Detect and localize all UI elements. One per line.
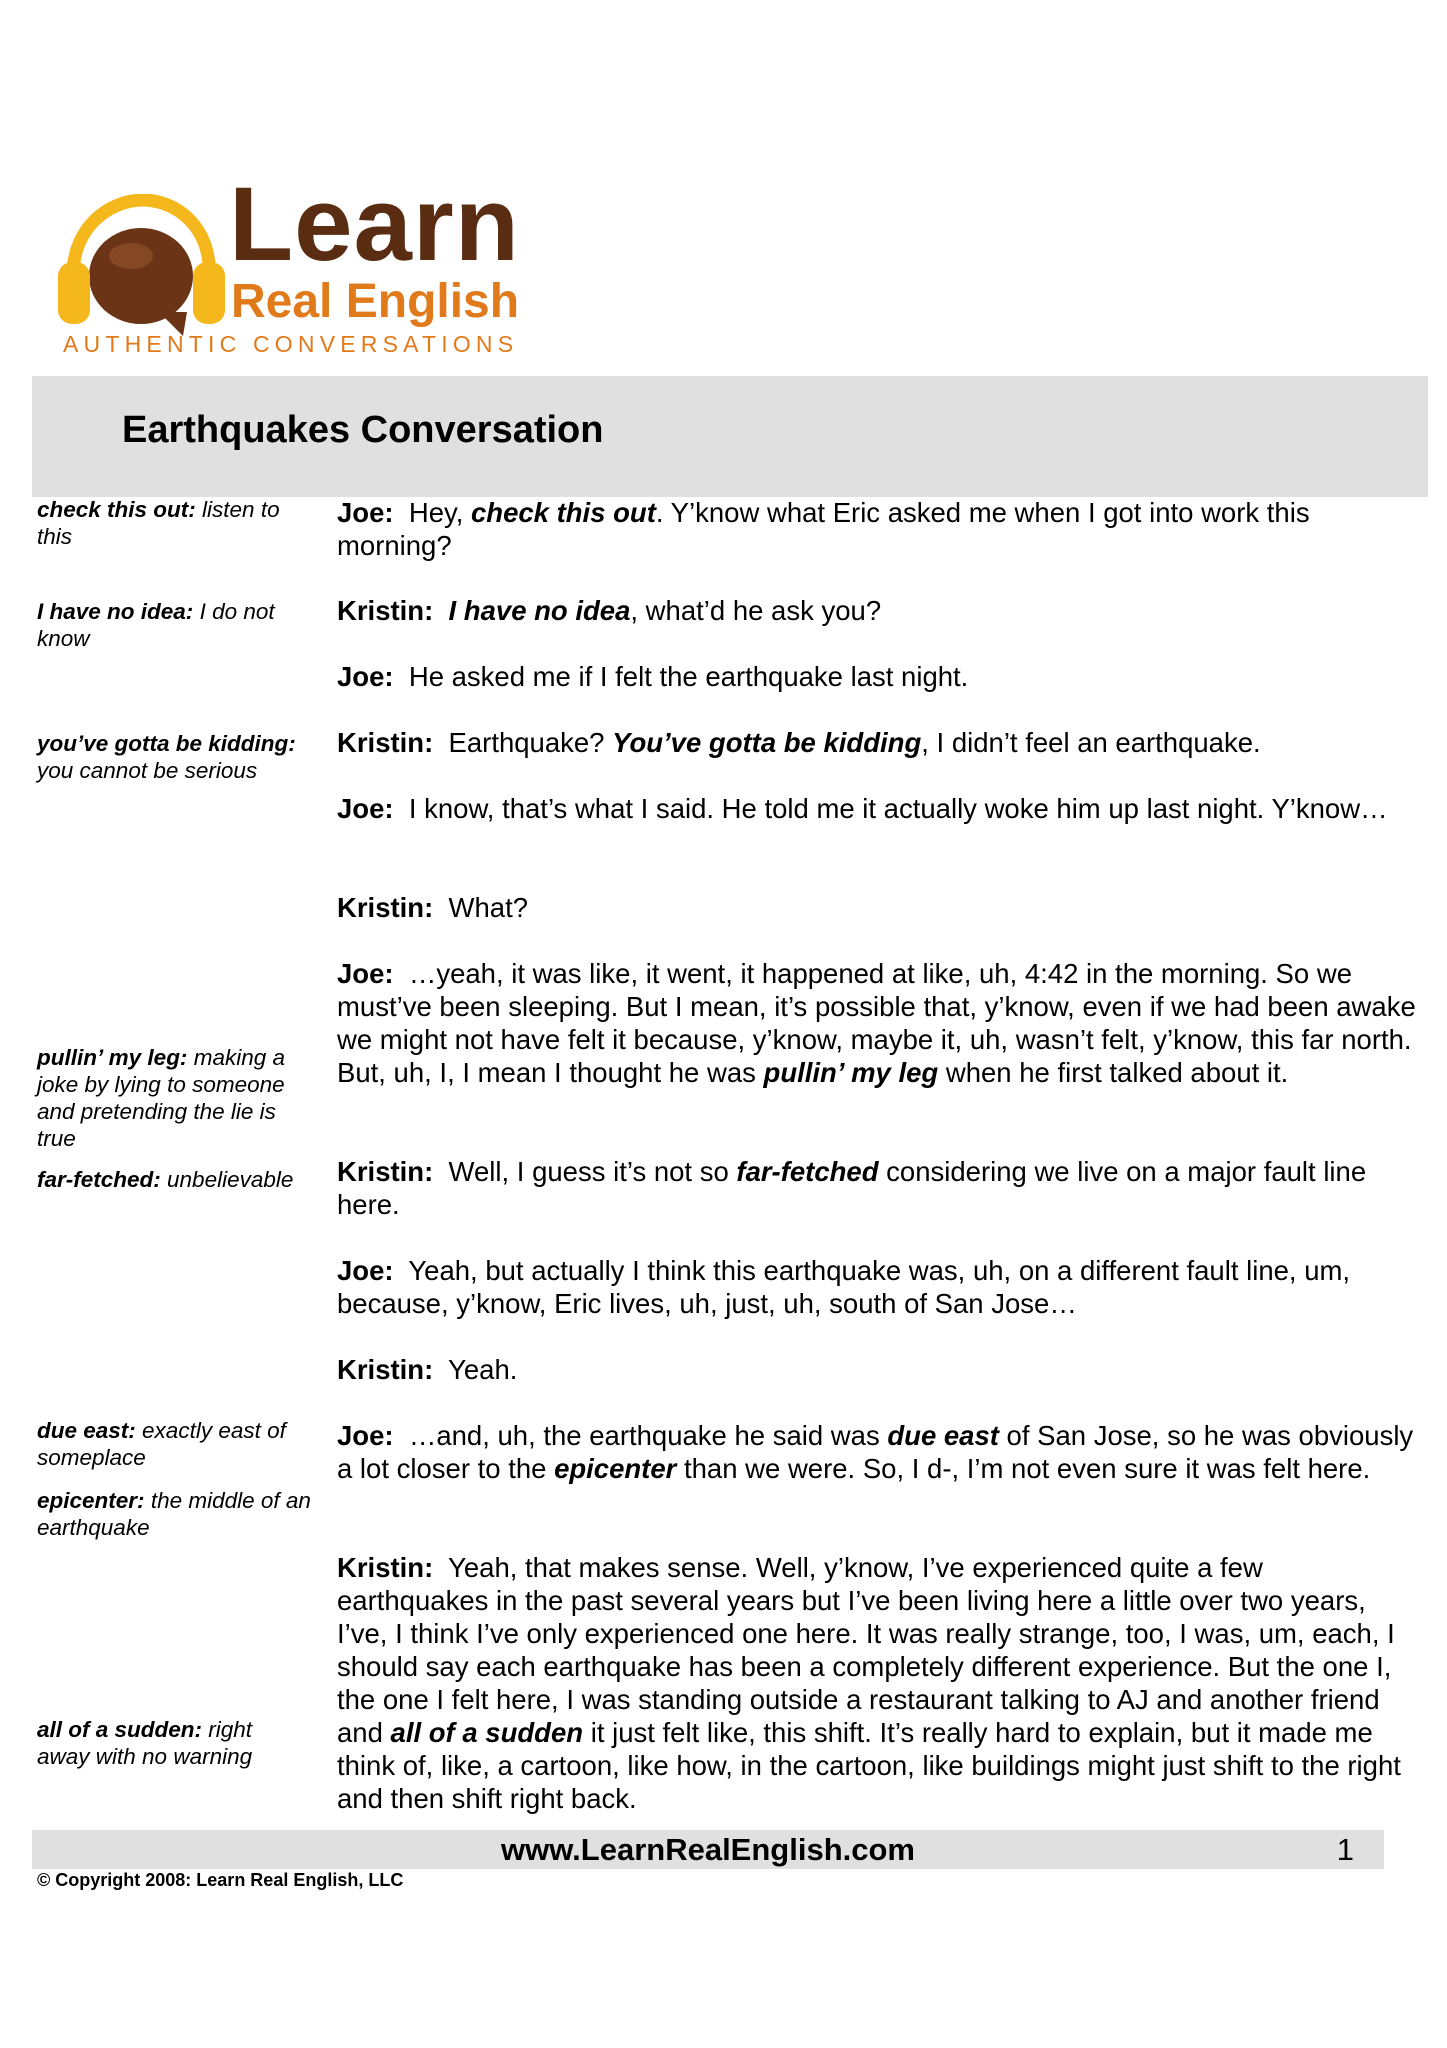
dialogue-line (337, 1254, 1417, 1320)
line-text: , I didn’t feel an earthquake. (921, 727, 1261, 758)
line-text: …and, uh, the earthquake he said was (408, 1420, 888, 1451)
line-text: . Y’know what Eric asked me when I got into work this morning? (337, 497, 1310, 561)
line-text: Yeah, but actually I think this earthquake was, uh, on a different fault line, um, because, y’know, Eric lives, uh, just, uh, south of San Jose… (337, 1255, 1351, 1319)
speaker-name: Joe: (337, 793, 394, 824)
glossary-entry (37, 730, 327, 784)
speaker-name: Joe: (337, 958, 394, 989)
website-url: www.LearnRealEnglish.com (500, 1832, 915, 1867)
idiom-highlight: far-fetched (736, 1156, 879, 1187)
idiom-highlight: You’ve gotta be kidding (612, 727, 922, 758)
dialogue-line (337, 1353, 1417, 1386)
speaker-name: Kristin: (337, 1156, 434, 1187)
glossary-term: epicenter: (37, 1488, 145, 1513)
line-text: of San Jose, so he was obviously a lot closer to the (337, 1420, 1414, 1484)
line-text: considering we live on a major fault line here. (337, 1156, 1367, 1220)
glossary-definition: making a joke by lying to someone and pretending the lie is true (37, 1045, 285, 1151)
logo-word-real-english: Real English (231, 275, 520, 328)
speaker-name: Kristin: (337, 1552, 434, 1583)
dialogue-line (337, 1419, 1417, 1485)
glossary-term: all of a sudden: (37, 1717, 203, 1742)
speaker-name: Kristin: (337, 892, 434, 923)
brand-logo (55, 166, 535, 365)
idiom-highlight: epicenter (554, 1453, 677, 1484)
glossary-definition: the middle of an earthquake (37, 1488, 311, 1540)
line-text: when he first talked about it. (938, 1057, 1289, 1088)
glossary-entry (37, 1044, 312, 1152)
line-text: Yeah, that makes sense. Well, y’know, I’ve experienced quite a few earthquakes in the past several years but I’ve been living here a little over two years, I’ve, I think I’ve only experienced one here. It was really strange, too, I was, um, each, I should say each earthquake has been a completely different experience. But the one I, the one I felt here, I was standing outside a restaurant talking to AJ and another friend and (337, 1552, 1395, 1748)
dialogue-line (337, 1155, 1417, 1221)
dialogue-line (337, 792, 1417, 825)
speaker-name: Kristin: (337, 727, 434, 758)
dialogue-line (337, 726, 1417, 759)
speaker-name: Joe: (337, 497, 394, 528)
logo-word-learn: Learn (229, 166, 520, 283)
speaker-name: Joe: (337, 1255, 394, 1286)
glossary-entry (37, 1716, 287, 1770)
line-text: I know, that’s what I said. He told me it actually woke him up last night. Y’know… (408, 793, 1388, 824)
line-text: than we were. So, I d-, I’m not even sure it was felt here. (676, 1453, 1371, 1484)
idiom-highlight: pullin’ my leg (763, 1057, 939, 1088)
glossary-term: due east: (37, 1418, 136, 1443)
glossary-definition: listen to this (37, 497, 280, 549)
line-text: it just felt like, this shift. It’s really hard to explain, but it made me think of, like, a cartoon, like how, in the cartoon, like buildings might just shift to the right and then shift right back. (337, 1717, 1401, 1814)
glossary-definition: exactly east of someplace (37, 1418, 286, 1470)
dialogue-line (337, 660, 1417, 693)
line-text: Earthquake? (448, 727, 613, 758)
speaker-name: Joe: (337, 661, 394, 692)
page-title: Earthquakes Conversation (122, 409, 604, 451)
glossary-entry (37, 1487, 312, 1541)
glossary-term: check this out: (37, 497, 196, 522)
dialogue-line (337, 594, 1417, 627)
logo-tagline: AUTHENTIC CONVERSATIONS (63, 331, 519, 357)
glossary-entry (37, 1166, 327, 1193)
speaker-name: Kristin: (337, 1354, 434, 1385)
glossary-term: you’ve gotta be kidding: (37, 731, 296, 756)
glossary-term: pullin’ my leg: (37, 1045, 188, 1070)
speaker-name: Kristin: (337, 595, 434, 626)
glossary-term: far-fetched: (37, 1167, 161, 1192)
page-number: 1 (1336, 1832, 1354, 1867)
idiom-highlight: check this out (470, 497, 656, 528)
idiom-highlight: I have no idea (448, 595, 631, 626)
copyright-notice: © Copyright 2008: Learn Real English, LLC (37, 1870, 404, 1890)
speaker-name: Joe: (337, 1420, 394, 1451)
dialogue-line (337, 891, 1417, 924)
idiom-highlight: all of a sudden (390, 1717, 584, 1748)
dialogue-line (337, 957, 1417, 1089)
title-band (32, 376, 1428, 497)
footer-band (32, 1830, 1384, 1869)
headphones-icon (55, 194, 225, 339)
glossary-definition: right away with no warning (37, 1717, 253, 1769)
line-text: Yeah. (448, 1354, 518, 1385)
glossary-definition: unbelievable (167, 1167, 294, 1192)
glossary-definition: I do not know (37, 599, 275, 651)
line-text: What? (448, 892, 529, 923)
glossary-entry (37, 598, 312, 652)
line-text: Hey, (408, 497, 471, 528)
line-text: , what’d he ask you? (630, 595, 882, 626)
line-text: He asked me if I felt the earthquake last night. (408, 661, 969, 692)
dialogue-line (337, 496, 1417, 562)
glossary-term: I have no idea: (37, 599, 194, 624)
glossary-entry (37, 496, 312, 550)
glossary-entry (37, 1417, 317, 1471)
idiom-highlight: due east (887, 1420, 999, 1451)
glossary-definition: you cannot be serious (37, 758, 258, 783)
dialogue-line (337, 1551, 1417, 1815)
line-text: …yeah, it was like, it went, it happened at like, uh, 4:42 in the morning. So we must’ve been sleeping. But I mean, it’s possible that, y’know, even if we had been awake we might not have felt it because, y’know, maybe it, uh, wasn’t felt, y’know, this far north. But, uh, I, I mean I thought he was (337, 958, 1416, 1088)
line-text: Well, I guess it’s not so (448, 1156, 737, 1187)
